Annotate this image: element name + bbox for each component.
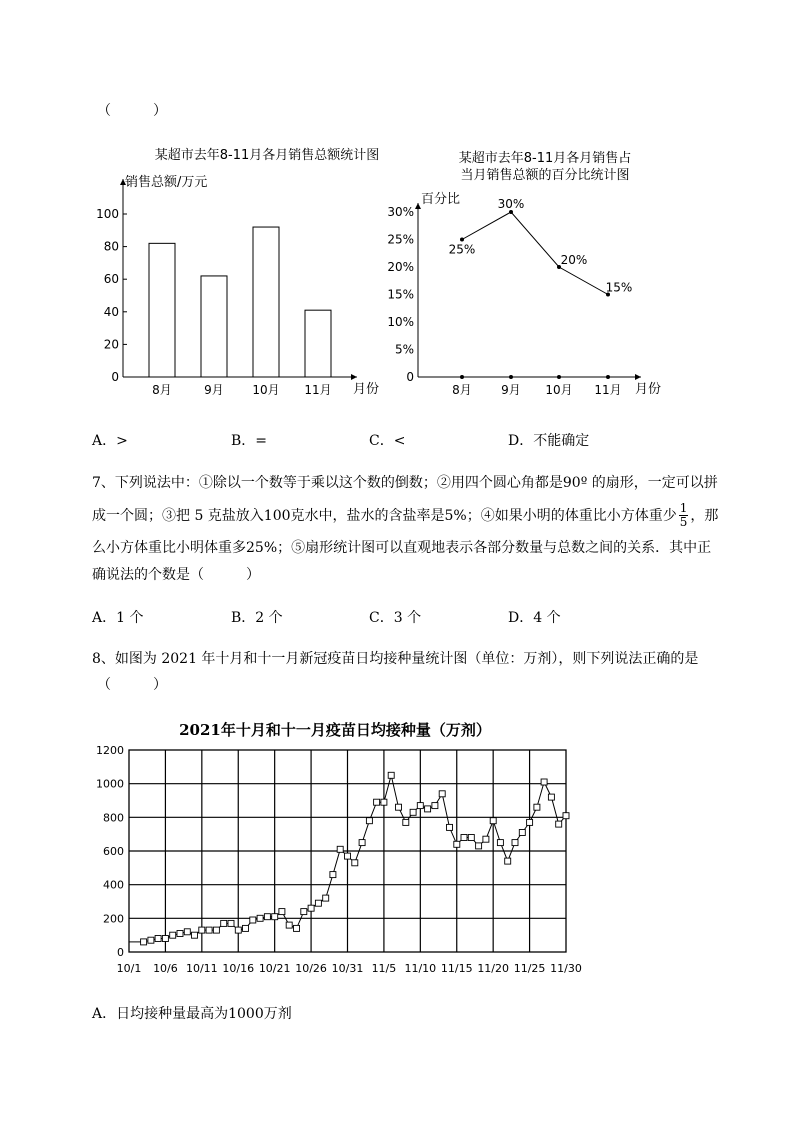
line-point-label: 20%	[560, 253, 588, 267]
vac-data-marker	[155, 936, 161, 942]
line-chart-ylabel: 百分比	[421, 192, 461, 207]
q8-option-a: A．日均接种量最高为1000万剂	[92, 1006, 292, 1022]
q8-line-1: 8、如图为 2021 年十月和十一月新冠疫苗日均接种量统计图（单位：万剂），则下列说法正确的是	[92, 651, 699, 667]
vac-x-tick-label: 11/20	[477, 962, 510, 975]
line-x-arrow	[635, 374, 641, 380]
line-x-label: 9月	[501, 383, 521, 397]
q7-line-2-text-b: ，那	[690, 508, 719, 524]
vac-data-marker	[505, 858, 511, 864]
bar-1	[149, 243, 175, 377]
vac-data-marker	[330, 872, 336, 878]
bar-y-tick-label: 80	[103, 239, 119, 254]
bar-x-label: 11月	[304, 383, 332, 397]
vac-data-marker	[483, 836, 489, 842]
bar-y-tick-label: 100	[96, 207, 119, 221]
line-x-dot	[460, 375, 464, 379]
vac-x-tick-label: 11/5	[371, 962, 397, 975]
line-chart-xlabel: 月份	[635, 382, 662, 397]
vac-data-marker	[148, 937, 154, 943]
line-y-tick-label: 5%	[394, 342, 414, 357]
vac-data-marker	[548, 794, 554, 800]
q7-option-b: B．2 个	[231, 610, 283, 626]
bar-chart-ylabel: 销售总额/万元	[125, 175, 208, 190]
vac-data-marker	[184, 929, 190, 935]
vac-data-marker	[381, 799, 387, 805]
vac-data-marker	[556, 821, 562, 827]
q7-line-2-text-a: 成一个圆；③把 5 克盐放入100克水中，盐水的含盐率是5%；④如果小明的体重比小方体重少	[92, 508, 677, 524]
sales-bar-chart	[95, 140, 395, 405]
q7-fraction	[679, 502, 689, 529]
vac-data-marker	[192, 932, 198, 938]
vaccine-chart-plot	[96, 744, 582, 975]
bar-2	[201, 276, 227, 377]
vac-data-marker	[417, 803, 423, 809]
vac-y-tick-label: 800	[103, 811, 124, 825]
vac-data-marker	[337, 846, 343, 852]
q7-line-3: 么小方体重比小明体重多25%；⑤扇形统计图可以直观地表示各部分数量与总数之间的关系．其中正	[92, 540, 712, 556]
line-y-tick-label: 15%	[387, 287, 414, 302]
line-x-dot	[606, 375, 610, 379]
vac-data-marker	[374, 799, 380, 805]
vac-data-marker	[243, 925, 249, 931]
line-chart-title-2: 当月销售总额的百分比统计图	[460, 168, 630, 183]
line-x-label: 8月	[452, 383, 472, 397]
vac-data-marker	[439, 791, 445, 797]
q7-line-4: 确说法的个数是（ ）	[92, 567, 260, 583]
vac-data-marker	[250, 917, 256, 923]
vac-data-marker	[476, 843, 482, 849]
vaccine-chart-title: 2021年十月和十一月疫苗日均接种量（万剂）	[179, 721, 491, 739]
q7-option-d: D．4 个	[508, 610, 561, 626]
vac-data-marker	[177, 931, 183, 937]
vac-x-tick-label: 10/31	[331, 962, 364, 975]
vac-data-marker	[257, 915, 263, 921]
vac-data-marker	[315, 900, 321, 906]
q6-option-b: B．=	[231, 433, 268, 449]
vac-data-marker	[294, 925, 300, 931]
vac-x-tick-label: 10/11	[185, 962, 218, 975]
vac-x-tick-label: 11/30	[550, 962, 582, 975]
line-x-dot	[557, 375, 561, 379]
vac-data-marker	[490, 818, 496, 824]
vac-y-tick-label: 1000	[96, 777, 124, 791]
bar-y-tick-label: 20	[103, 337, 119, 352]
vac-data-marker	[366, 818, 372, 824]
vac-data-marker	[170, 932, 176, 938]
vac-data-marker	[432, 803, 438, 809]
line-y-tick-label: 0	[406, 370, 414, 384]
vac-data-marker	[388, 772, 394, 778]
line-point-label: 15%	[605, 280, 633, 295]
vac-x-tick-label: 11/25	[513, 962, 546, 975]
q6-blank: （ ）	[97, 103, 167, 119]
vac-data-marker	[345, 853, 351, 859]
q7-line-2	[92, 500, 718, 530]
q7-option-a: A．1 个	[92, 610, 144, 626]
vac-data-marker	[264, 914, 270, 920]
vac-data-marker	[447, 824, 453, 830]
bar-x-label: 9月	[204, 383, 224, 397]
vac-data-marker	[228, 920, 234, 926]
bar-3	[253, 227, 279, 377]
bar-x-label: 8月	[152, 383, 172, 397]
vac-data-marker	[497, 840, 503, 846]
bar-chart-plot	[96, 179, 357, 397]
vac-data-marker	[206, 927, 212, 933]
line-x-label: 10月	[545, 383, 573, 397]
vac-data-marker	[425, 806, 431, 812]
vac-x-tick-label: 11/15	[440, 962, 473, 975]
vac-data-marker	[359, 840, 365, 846]
vac-data-marker	[461, 835, 467, 841]
line-x-label: 11月	[594, 383, 622, 397]
vac-data-marker	[454, 841, 460, 847]
vac-data-marker	[279, 909, 285, 915]
vac-y-tick-label: 600	[103, 845, 124, 858]
vac-x-tick-label: 10/1	[116, 962, 142, 975]
vac-data-marker	[403, 819, 409, 825]
vac-data-marker	[141, 939, 147, 945]
q8-blank: （ ）	[97, 677, 167, 693]
vac-data-marker	[162, 936, 168, 942]
line-y-tick-label: 25%	[387, 232, 414, 247]
line-chart-plot	[387, 197, 641, 397]
line-point	[460, 238, 464, 242]
line-x-dot	[509, 375, 513, 379]
vac-y-tick-label: 400	[103, 878, 124, 892]
line-point-label: 25%	[448, 242, 476, 257]
q7-fraction-denominator: 5	[679, 514, 688, 529]
vac-data-marker	[468, 835, 474, 841]
q6-option-d: D．不能确定	[508, 433, 590, 449]
vac-y-tick-label: 1200	[96, 744, 124, 757]
vac-data-marker	[534, 804, 540, 810]
bar-chart-xlabel: 月份	[353, 382, 380, 397]
vac-x-tick-label: 10/26	[295, 962, 327, 975]
percent-line-chart	[385, 145, 685, 405]
bar-y-tick-label: 60	[103, 272, 119, 287]
vac-data-marker	[235, 927, 241, 933]
vac-x-tick-label: 11/10	[404, 962, 437, 975]
vac-data-marker	[563, 813, 569, 819]
vac-data-marker	[301, 909, 307, 915]
vac-data-marker	[396, 804, 402, 810]
bar-chart-title: 某超市去年8-11月各月销售总额统计图	[154, 148, 380, 163]
bar-y-tick-label: 40	[103, 304, 119, 319]
vac-data-marker	[410, 809, 416, 815]
vac-data-marker	[286, 922, 292, 928]
vac-y-tick-label: 0	[117, 946, 124, 959]
q6-option-a: A．>	[92, 433, 128, 449]
vac-data-marker	[512, 840, 518, 846]
line-y-tick-label: 30%	[387, 205, 414, 219]
vac-data-marker	[527, 819, 533, 825]
q7-line-1: 7、下列说法中：①除以一个数等于乘以这个数的倒数；②用四个圆心角都是90º 的扇形，一定可以拼	[92, 475, 718, 491]
line-point-label: 30%	[497, 197, 525, 211]
vac-data-marker	[323, 895, 329, 901]
vac-data-marker	[272, 914, 278, 920]
bar-x-arrow	[351, 374, 357, 380]
vac-y-tick-label: 200	[103, 912, 124, 926]
vac-x-tick-label: 10/16	[222, 962, 255, 975]
vac-data-marker	[221, 920, 227, 926]
q7-option-c: C．3 个	[369, 610, 422, 626]
vaccine-line-chart	[90, 715, 620, 980]
q7-fraction-numerator: 1	[679, 500, 688, 515]
vac-data-marker	[308, 905, 314, 911]
vac-x-tick-label: 10/21	[258, 962, 291, 975]
bar-x-label: 10月	[252, 383, 280, 397]
line-y-tick-label: 20%	[387, 260, 414, 274]
line-chart-title-1: 某超市去年8-11月各月销售占	[458, 151, 632, 166]
vac-data-marker	[541, 779, 547, 785]
vac-data-marker	[519, 830, 525, 836]
vac-data-marker	[213, 927, 219, 933]
vac-x-tick-label: 10/6	[153, 962, 178, 975]
line-y-tick-label: 10%	[387, 315, 414, 329]
vac-data-marker	[199, 927, 205, 933]
bar-y-tick-label: 0	[111, 370, 119, 384]
q6-option-c: C．<	[369, 433, 406, 449]
bar-4	[305, 310, 331, 377]
vac-data-marker	[352, 860, 358, 866]
